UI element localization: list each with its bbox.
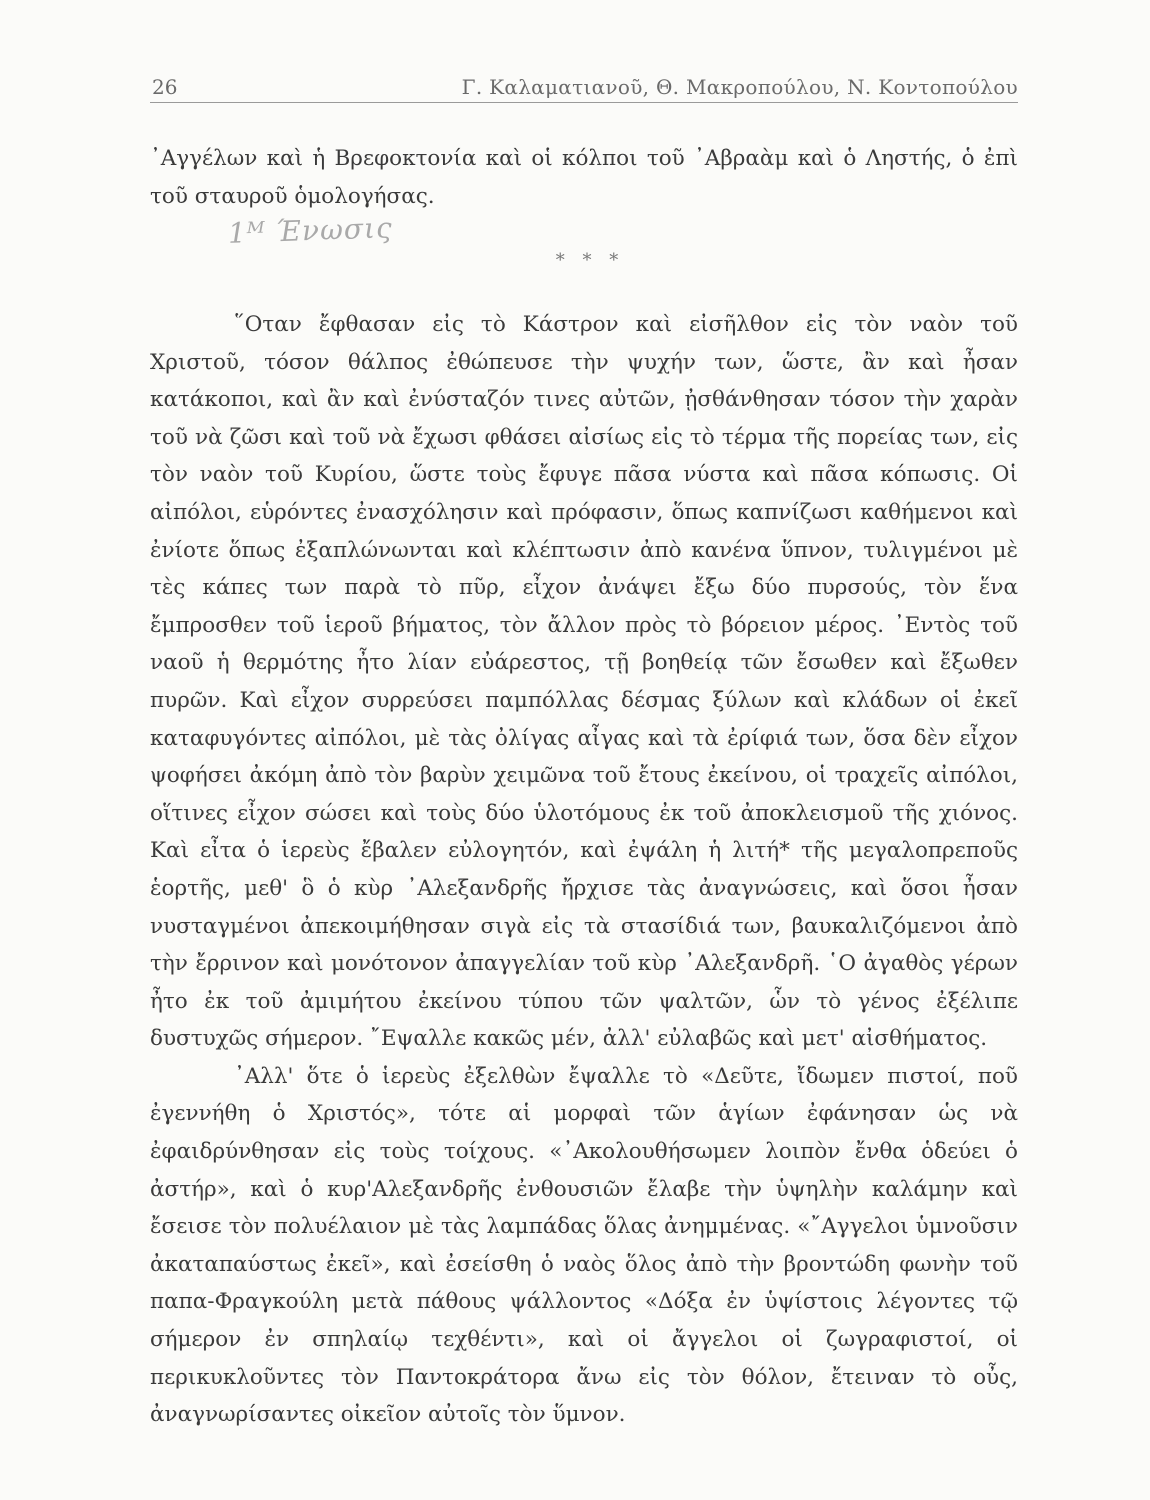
body-text [150, 306, 1018, 1434]
paragraph: ᾿Αλλ' ὅτε ὁ ἱερεὺς ἐξελθὼν ἔψαλλε τὸ «Δεῦτε, ἴδωμεν πιστοί, ποῦ ἐγεννήθη ὁ Χριστός», τότε αἱ μορφαὶ τῶν ἁγίων ἐφάνησαν ὡς νὰ ἐφαιδρύνθησαν εἰς τοὺς τοίχους. «᾿Ακολουθήσωμεν λοιπὸν ἔνθα ὁδεύει ὁ ἀστήρ», καὶ ὁ κυρ'Αλεξανδρῆς ἐνθουσιῶν ἔλαβε τὴν ὑψηλὴν καλάμην καὶ ἔσεισε τὸν πολυέλαιον μὲ τὰς λαμπάδας ὅλας ἀνημμένας. «῎Αγγελοι ὑμνοῦσιν ἀκαταπαύστως ἐκεῖ», καὶ ἐσείσθη ὁ ναὸς ὅλος ἀπὸ τὴν βροντώδη φωνὴν τοῦ παπα-Φραγκούλη μετὰ πάθους ψάλλοντος «Δόξα ἐν ὑψίστοις λέγοντες τῷ σήμερον ἐν σπηλαίῳ τεχθέντι», καὶ οἱ ἄγγελοι οἱ ζωγραφιστοί, οἱ περικυκλοῦντες τὸν Παντοκράτορα ἄνω εἰς τὸν θόλον, ἔτειναν τὸ οὖς, ἀναγνωρίσαντες οἰκεῖον αὐτοῖς τὸν ὕμνον. [150, 1063, 1018, 1428]
opening-paragraph-block [150, 140, 1018, 215]
paragraph: ῞Οταν ἔφθασαν εἰς τὸ Κάστρον καὶ εἰσῆλθον εἰς τὸν ναὸν τοῦ Χριστοῦ, τόσον θάλπος ἐθώπευσε τὴν ψυχήν των, ὥστε, ἂν καὶ ἦσαν κατάκοποι, καὶ ἂν καὶ ἐνύσταζόν τινες αὐτῶν, ᾐσθάνθησαν τόσον τὴν χαρὰν τοῦ νὰ ζῶσι καὶ τοῦ νὰ ἔχωσι φθάσει αἰσίως εἰς τὸ τέρμα τῆς πορείας των, εἰς τὸν ναὸν τοῦ Κυρίου, ὥστε τοὺς ἔφυγε πᾶσα νύστα καὶ πᾶσα κόπωσις. Οἱ αἰπόλοι, εὑρόντες ἐνασχόλησιν καὶ πρόφασιν, ὅπως καπνίζωσι καθήμενοι καὶ ἐνίοτε ὅπως ἐξαπλώνωνται καὶ κλέπτωσιν ἀπὸ κανένα ὕπνον, τυλιγμένοι μὲ τὲς κάπες των παρὰ τὸ πῦρ, εἶχον ἀνάψει ἔξω δύο πυρσούς, τὸν ἕνα ἔμπροσθεν τοῦ ἱεροῦ βήματος, τὸν ἄλλον πρὸς τὸ βόρειον μέρος. ᾿Εντὸς τοῦ ναοῦ ἡ θερμότης ἦτο λίαν εὐάρεστος, τῇ βοηθείᾳ τῶν ἔσωθεν καὶ ἔξωθεν πυρῶν. Καὶ εἶχον συρρεύσει παμπόλλας δέσμας ξύλων καὶ κλάδων οἱ ἐκεῖ καταφυγόντες αἰπόλοι, μὲ τὰς ὀλίγας αἶγας καὶ τὰ ἐρίφιά των, ὅσα δὲν εἶχον ψοφήσει ἀκόμη ἀπὸ τὸν βαρὺν χειμῶνα τοῦ ἔτους ἐκείνου, οἱ τραχεῖς αἰπόλοι, οἵτινες εἶχον σώσει καὶ τοὺς δύο ὑλοτόμους ἐκ τοῦ ἀποκλεισμοῦ τῆς χιόνος. Καὶ εἶτα ὁ ἱερεὺς ἔβαλεν εὐλογητόν, καὶ ἐψάλη ἡ λιτή* τῆς μεγαλοπρεποῦς ἑορτῆς, μεθ' ὃ ὁ κὺρ ᾿Αλεξανδρῆς ἤρχισε τὰς ἀναγνώσεις, καὶ ὅσοι ἦσαν νυσταγμένοι ἀπεκοιμήθησαν σιγὰ εἰς τὰ στασίδιά των, βαυκαλιζόμενοι ἀπὸ τὴν ἔρρινον καὶ μονότονον ἀπαγγελίαν τοῦ κὺρ ᾿Αλεξανδρῆ. ῾Ο ἀγαθὸς γέρων ἦτο ἐκ τοῦ ἀμιμήτου ἐκείνου τύπου τῶν ψαλτῶν, ὧν τὸ γένος ἐξέλιπε δυστυχῶς σήμερον. ῎Εψαλλε κακῶς μέν, ἀλλ' εὐλαβῶς καὶ μετ' αἰσθήματος. [150, 312, 1018, 1052]
running-head-authors: Γ. Καλαματιανοῦ, Θ. Μακροπούλου, Ν. Κοντοπούλου [461, 75, 1018, 99]
page-number: 26 [152, 75, 178, 99]
section-separator: * * * [555, 250, 625, 271]
paragraph-continuation: ᾿Αγγέλων καὶ ἡ Βρεφοκτονία καὶ οἱ κόλποι τοῦ ᾿Αβραὰμ καὶ ὁ Ληστής, ὁ ἐπὶ τοῦ σταυροῦ ὁμολογήσας. [150, 146, 1018, 209]
handwritten-annotation: 1ᴹ Ένωσις [227, 211, 394, 250]
running-header [150, 72, 1018, 103]
